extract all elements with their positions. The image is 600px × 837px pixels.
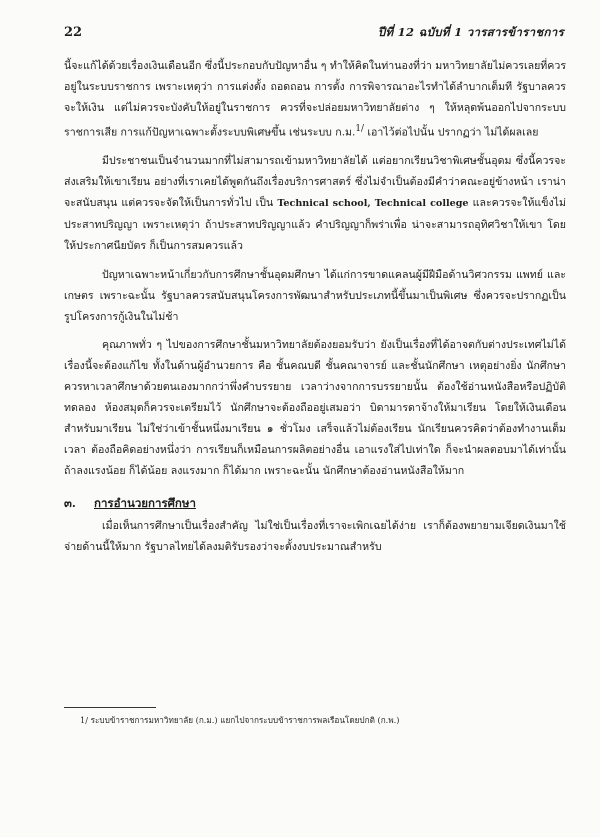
- section-title: การอำนวยการศึกษา: [94, 495, 196, 510]
- page-number: 22: [64, 25, 83, 40]
- paragraph-2: [64, 151, 566, 257]
- paragraph-1-text: นี้จะแก้ได้ด้วยเรื่องเงินเดือนอีก ซึ่งนี้ประกอบกับปัญหาอื่น ๆ ทำให้คิดในท่านองที่ว่า มหาวิทยาลัยไม่ควรเลยที่ควรอยู่ในระบบราชการ เพราะเหตุว่า การแต่งตั้ง ถอดถอน การตั้ง การพิจารณาอะไรทำได้ลำบากเต็มที รัฐบาลควรจะให้เงิน แต่ไม่ควรจะบังคับให้อยู่ในราชการ ควรที่จะปล่อยมหาวิทยาลัยต่าง ๆ ให้หลุดพ้นออกไปจากระบบราชการเสีย การแก้ปัญหาเฉพาะตั้งระบบพิเศษขึ้น เช่นระบบ ก.ม.: [64, 60, 567, 139]
- paragraph-2-end: และควรจะให้แข็งไม่ประสาทปริญญา เพราะเหตุว่า ถ้าประสาทปริญญาแล้ว คำปริญญาก็พร่าเพื่อ น่าจะสามารถอุทิศวิชาให้เขา โดยให้ประกาศนียบัตร ก็เป็นการสมควรแล้ว: [64, 196, 566, 252]
- section-heading: [64, 493, 566, 514]
- paragraph-5: เมื่อเห็นการศึกษาเป็นเรื่องสำคัญ ไม่ใช่เป็นเรื่องที่เราจะเพิกเฉยได้ง่าย เราก็ต้องพยายามเจียดเงินมาใช้จ่ายด้านนี้ให้มาก รัฐบาลไทยได้ลงมติรับรองว่าจะตั้งงบประมาณสำหรับ: [64, 519, 566, 553]
- footnote-marker: 1/: [355, 123, 364, 134]
- paragraph-2-text: มีประชาชนเป็นจำนวนมากที่ไม่สามารถเข้ามหาวิทยาลัยได้ แต่อยากเรียนวิชาพิเศษชั้นอุดม ซึ่งนี้ควรจะส่งเสริมให้เขาเรียน อย่างที่เราเคยได้พูดกันถึงเรื่องบริการศาสตร์ ซึ่งไม่จำเป็นต้องมีคำว่าคณะอยู่ข้างหน้า เราน่าจะสนับสนุน แต่ควรจะจัดให้เป็นการทั่วไป เป็น: [64, 155, 566, 209]
- footnote: 1/ ระบบข้าราชการมหาวิทยาลัย (ก.ม.) แยกไปจากระบบข้าราชการพลเรือนโดยปกติ (ก.พ.): [80, 715, 400, 725]
- page-header: [64, 24, 564, 42]
- paragraph-4: คุณภาพทั่ว ๆ ไปของการศึกษาชั้นมหาวิทยาลัยต้องยอมรับว่า ยังเป็นเรื่องที่ได้อาจตกับต่างประเทศไม่ได้ เรื่องนี้จะต้องแก้ไข ทั้งในด้านผู้อำนวยการ คือ ชั้นคณบดี ชั้นคณาจารย์ และชั้นนักศึกษา เหตุอย่างยิ่ง นักศึกษาควรหาเวลาศึกษาด้วยตนเองมากกว่าพึ่งคำบรรยาย เวลาว่างจากการบรรยายนั้น ต้องใช้อ่านหนังสือหรือปฏิบัติทดลอง ห้องสมุดก็ควรจะเตรียมไว้ นักศึกษาจะต้องถืออยู่เสมอว่า บิดามารดาจ้างให้มาเรียน โดยให้เงินเดือนสำหรับมาเรียน ไม่ใช่ว่าเข้าชั้นหนึ่งมาเรียน ๑ ชั่วโมง เสร็จแล้วไม่ต้องเรียน นักเรียนควรคิดว่าต้องทำงานเต็มเวลา ต้องถือคิดอย่างหนึ่งว่า การเรียนก็เหมือนการผลิตอย่างอื่น เอาแรงใส่ไปเท่าใด ก็จะนำผลตอบมาได้เท่านั้น ถ้าลงแรงน้อย ก็ได้น้อย ลงแรงมาก ก็ได้มาก เพราะฉะนั้น นักศึกษาต้องอ่านหนังสือให้มาก: [64, 339, 566, 477]
- footnote-divider: [64, 707, 156, 708]
- paragraph-3: ปัญหาเฉพาะหน้าเกี่ยวกับการศึกษาชั้นอุดมศึกษา ได้แก่การขาดแคลนผู้มีฝีมือด้านวิศวกรรม แพทย์ และเกษตร เพราะฉะนั้น รัฐบาลควรสนับสนุนโครงการพัฒนาสำหรับประเภทนี้ขึ้นมาเป็นพิเศษ ซึ่งควรจะปรากฏเป็นรูปโครงการกู้เงินในไม่ช้า: [64, 268, 566, 323]
- journal-running-title: ปีที่ 12 ฉบับที่ 1 วารสารข้าราชการ: [377, 25, 564, 39]
- section-number: ๓.: [64, 495, 76, 510]
- paragraph-1-end: เอาไว้ต่อไปนั้น ปรากฏว่า ไม่ได้ผลเลย: [364, 126, 539, 139]
- paragraph-2-latin: Technical school, Technical college: [277, 197, 469, 209]
- body-text: [64, 56, 566, 557]
- paragraph-1: [64, 56, 566, 143]
